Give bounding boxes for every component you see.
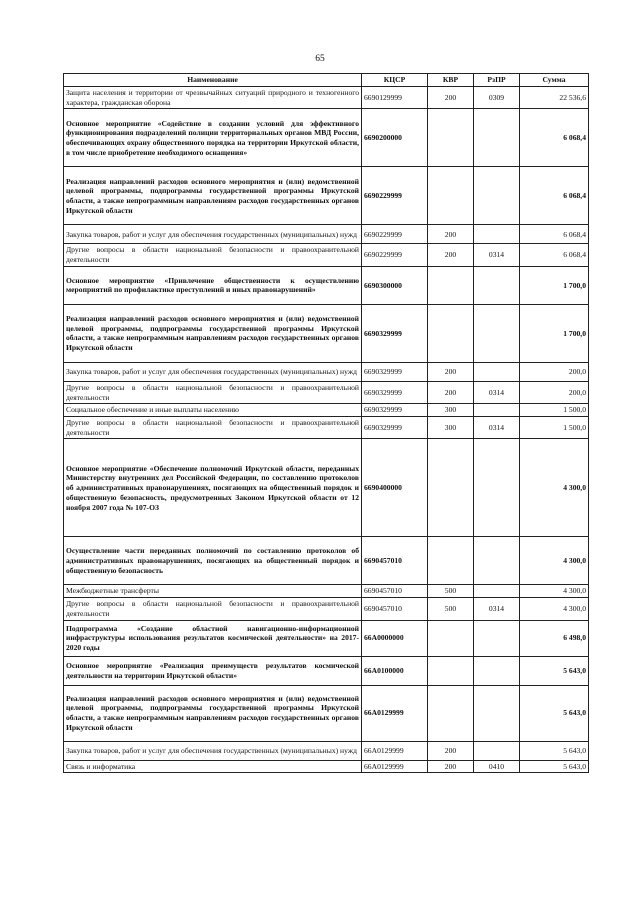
page-number: 65 bbox=[315, 54, 325, 64]
row-kvr-cell: 200 bbox=[428, 225, 474, 244]
row-rzpr-cell bbox=[474, 656, 520, 685]
row-name-cell: Закупка товаров, работ и услуг для обеспечения государственных (муниципальных) нужд bbox=[64, 362, 362, 381]
row-rzpr-cell: 0314 bbox=[474, 244, 520, 266]
row-rzpr-cell bbox=[474, 620, 520, 656]
row-kcsr-cell: 6690329999 bbox=[362, 362, 428, 381]
row-kvr-cell bbox=[428, 685, 474, 741]
header-name: Наименование bbox=[64, 74, 362, 87]
row-rzpr-cell bbox=[474, 439, 520, 537]
table-row bbox=[64, 439, 589, 537]
row-kvr-cell bbox=[428, 109, 474, 167]
row-name-cell: Другие вопросы в области национальной безопасности и правоохранительной деятельности bbox=[64, 244, 362, 266]
row-kvr-cell: 200 bbox=[428, 244, 474, 266]
row-kvr-cell: 500 bbox=[428, 598, 474, 620]
table-row bbox=[64, 685, 589, 741]
row-kvr-cell: 300 bbox=[428, 417, 474, 439]
row-kcsr-cell: 66А0129999 bbox=[362, 741, 428, 760]
row-name-cell: Подпрограмма «Создание областной навигационно-информационной инфраструктуры использования результатов космической деятельности» на 2017-2020 годы bbox=[64, 620, 362, 656]
row-sum-cell: 4 300,0 bbox=[520, 439, 589, 537]
row-name-cell: Другие вопросы в области национальной безопасности и правоохранительной деятельности bbox=[64, 417, 362, 439]
row-kcsr-cell: 6690229999 bbox=[362, 225, 428, 244]
table-row bbox=[64, 741, 589, 760]
row-kvr-cell bbox=[428, 304, 474, 362]
table-row bbox=[64, 620, 589, 656]
table-row bbox=[64, 362, 589, 381]
table-row bbox=[64, 87, 589, 109]
row-kcsr-cell: 6690457010 bbox=[362, 537, 428, 585]
table-row bbox=[64, 266, 589, 304]
row-sum-cell: 6 498,0 bbox=[520, 620, 589, 656]
row-sum-cell: 1 500,0 bbox=[520, 404, 589, 417]
row-sum-cell: 5 643,0 bbox=[520, 760, 589, 773]
table-row bbox=[64, 225, 589, 244]
row-name-cell: Другие вопросы в области национальной безопасности и правоохранительной деятельности bbox=[64, 381, 362, 403]
row-sum-cell: 5 643,0 bbox=[520, 656, 589, 685]
row-kvr-cell bbox=[428, 266, 474, 304]
row-name-cell: Основное мероприятие «Привлечение общественности к осуществлению мероприятий по профилактике преступлений и иных правонарушений» bbox=[64, 266, 362, 304]
row-name-cell: Социальное обеспечение и иные выплаты населению bbox=[64, 404, 362, 417]
row-kcsr-cell: 6690300000 bbox=[362, 266, 428, 304]
row-rzpr-cell bbox=[474, 362, 520, 381]
row-kvr-cell: 200 bbox=[428, 87, 474, 109]
row-name-cell: Реализация направлений расходов основного мероприятия и (или) ведомственной целевой программы, подпрограммы государственной программы Иркутской области, а также непрограммным направлениям расходов государственных органов Иркутской области bbox=[64, 167, 362, 225]
row-name-cell: Межбюджетные трансферты bbox=[64, 585, 362, 598]
row-sum-cell: 5 643,0 bbox=[520, 685, 589, 741]
row-sum-cell: 1 500,0 bbox=[520, 417, 589, 439]
row-kcsr-cell: 6690329999 bbox=[362, 404, 428, 417]
table-header-row bbox=[64, 74, 589, 87]
row-sum-cell: 1 700,0 bbox=[520, 266, 589, 304]
row-sum-cell: 200,0 bbox=[520, 362, 589, 381]
row-rzpr-cell bbox=[474, 225, 520, 244]
row-kvr-cell: 200 bbox=[428, 741, 474, 760]
row-kcsr-cell: 66А0100000 bbox=[362, 656, 428, 685]
table-row bbox=[64, 381, 589, 403]
row-rzpr-cell bbox=[474, 404, 520, 417]
row-kvr-cell bbox=[428, 167, 474, 225]
table-row bbox=[64, 244, 589, 266]
table-row bbox=[64, 304, 589, 362]
row-kvr-cell bbox=[428, 439, 474, 537]
row-name-cell: Связь и информатика bbox=[64, 760, 362, 773]
row-kcsr-cell: 6690229999 bbox=[362, 167, 428, 225]
row-sum-cell: 6 068,4 bbox=[520, 225, 589, 244]
row-rzpr-cell bbox=[474, 685, 520, 741]
row-kcsr-cell: 6690129999 bbox=[362, 87, 428, 109]
table-row bbox=[64, 404, 589, 417]
header-kvr: КВР bbox=[428, 74, 474, 87]
table-row bbox=[64, 585, 589, 598]
row-rzpr-cell: 0309 bbox=[474, 87, 520, 109]
row-sum-cell: 6 068,4 bbox=[520, 244, 589, 266]
row-sum-cell: 200,0 bbox=[520, 381, 589, 403]
row-kcsr-cell: 66А0000000 bbox=[362, 620, 428, 656]
row-kvr-cell: 500 bbox=[428, 585, 474, 598]
header-rzpr: РзПР bbox=[474, 74, 520, 87]
row-sum-cell: 4 300,0 bbox=[520, 585, 589, 598]
table-row bbox=[64, 417, 589, 439]
row-sum-cell: 22 536,6 bbox=[520, 87, 589, 109]
row-kcsr-cell: 6690457010 bbox=[362, 598, 428, 620]
row-rzpr-cell bbox=[474, 266, 520, 304]
row-sum-cell: 1 700,0 bbox=[520, 304, 589, 362]
row-name-cell: Реализация направлений расходов основного мероприятия и (или) ведомственной целевой программы, подпрограммы государственной программы Иркутской области, а также непрограммным направлениям расходов государственных органов Иркутской области bbox=[64, 304, 362, 362]
header-kcsr: КЦСР bbox=[362, 74, 428, 87]
row-sum-cell: 6 068,4 bbox=[520, 109, 589, 167]
row-kcsr-cell: 66А0129999 bbox=[362, 760, 428, 773]
row-name-cell: Другие вопросы в области национальной безопасности и правоохранительной деятельности bbox=[64, 598, 362, 620]
row-kcsr-cell: 6690329999 bbox=[362, 381, 428, 403]
table-row bbox=[64, 167, 589, 225]
row-name-cell: Осуществление части переданных полномочий по составлению протоколов об административных правонарушениях, посягающих на общественный порядок и общественную безопасность bbox=[64, 537, 362, 585]
row-kvr-cell bbox=[428, 620, 474, 656]
row-sum-cell: 4 300,0 bbox=[520, 598, 589, 620]
row-rzpr-cell bbox=[474, 167, 520, 225]
row-rzpr-cell: 0314 bbox=[474, 598, 520, 620]
row-name-cell: Реализация направлений расходов основного мероприятия и (или) ведомственной целевой программы, подпрограммы государственной программы Иркутской области, а также непрограммным направлениям расходов государственных органов Иркутской области bbox=[64, 685, 362, 741]
row-rzpr-cell bbox=[474, 304, 520, 362]
row-rzpr-cell: 0314 bbox=[474, 381, 520, 403]
table-row bbox=[64, 598, 589, 620]
row-sum-cell: 4 300,0 bbox=[520, 537, 589, 585]
table-row bbox=[64, 760, 589, 773]
row-name-cell: Защита населения и территории от чрезвычайных ситуаций природного и техногенного характера, гражданская оборона bbox=[64, 87, 362, 109]
row-kvr-cell: 200 bbox=[428, 362, 474, 381]
row-kcsr-cell: 6690229999 bbox=[362, 244, 428, 266]
row-name-cell: Основное мероприятие «Обеспечение полномочий Иркутской области, переданных Министерству внутренних дел Российской Федерации, по составлению протоколов об административных правонарушениях, посягающих на общественный порядок и общественную безопасность, предусмотренных Законом Иркутской области от 12 ноября 2007 года № 107-ОЗ bbox=[64, 439, 362, 537]
row-name-cell: Закупка товаров, работ и услуг для обеспечения государственных (муниципальных) нужд bbox=[64, 741, 362, 760]
row-kcsr-cell: 66А0129999 bbox=[362, 685, 428, 741]
row-kvr-cell: 300 bbox=[428, 404, 474, 417]
row-name-cell: Основное мероприятие «Реализация преимуществ результатов космической деятельности на территории Иркутской области» bbox=[64, 656, 362, 685]
row-rzpr-cell bbox=[474, 109, 520, 167]
row-rzpr-cell bbox=[474, 537, 520, 585]
row-kcsr-cell: 6690200000 bbox=[362, 109, 428, 167]
budget-table bbox=[63, 73, 589, 773]
row-name-cell: Закупка товаров, работ и услуг для обеспечения государственных (муниципальных) нужд bbox=[64, 225, 362, 244]
table-row bbox=[64, 537, 589, 585]
row-rzpr-cell bbox=[474, 585, 520, 598]
row-kcsr-cell: 6690400000 bbox=[362, 439, 428, 537]
row-kcsr-cell: 6690329999 bbox=[362, 304, 428, 362]
row-rzpr-cell: 0314 bbox=[474, 417, 520, 439]
row-sum-cell: 5 643,0 bbox=[520, 741, 589, 760]
row-kvr-cell: 200 bbox=[428, 760, 474, 773]
row-kvr-cell bbox=[428, 656, 474, 685]
row-rzpr-cell bbox=[474, 741, 520, 760]
row-rzpr-cell: 0410 bbox=[474, 760, 520, 773]
row-sum-cell: 6 068,4 bbox=[520, 167, 589, 225]
row-kvr-cell bbox=[428, 537, 474, 585]
header-sum: Сумма bbox=[520, 74, 589, 87]
table-body bbox=[64, 87, 589, 773]
row-name-cell: Основное мероприятие «Содействие в создании условий для эффективного функционирования подразделений полиции территориальных органов МВД России, обеспечивающих охрану общественного порядка на территории Иркутской области, в том числе приобретение необходимого оснащения» bbox=[64, 109, 362, 167]
table-row bbox=[64, 109, 589, 167]
row-kcsr-cell: 6690329999 bbox=[362, 417, 428, 439]
row-kvr-cell: 200 bbox=[428, 381, 474, 403]
table-row bbox=[64, 656, 589, 685]
row-kcsr-cell: 6690457010 bbox=[362, 585, 428, 598]
